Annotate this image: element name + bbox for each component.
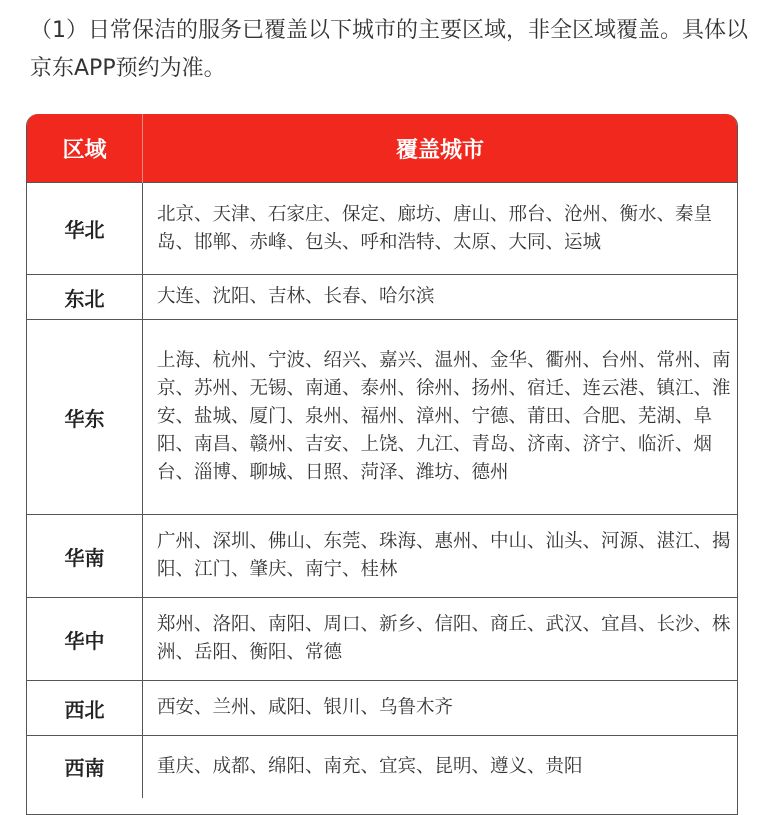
coverage-table: [26, 114, 738, 815]
region-cell: 华北: [27, 183, 143, 275]
table-row: [27, 275, 737, 320]
table-row: [27, 736, 737, 798]
intro-text: （1）日常保洁的服务已覆盖以下城市的主要区域，非全区域覆盖。具体以京东APP预约为准。: [30, 18, 748, 81]
region-cell: 西南: [27, 736, 143, 798]
region-cell: 华南: [27, 515, 143, 598]
header-region: 区域: [27, 114, 143, 183]
table-row: [27, 320, 737, 515]
cities-cell: 广州、深圳、佛山、东莞、珠海、惠州、中山、汕头、河源、湛江、揭阳、江门、肇庆、南宁、桂林: [143, 515, 738, 598]
cities-cell: 重庆、成都、绵阳、南充、宜宾、昆明、遵义、贵阳: [143, 736, 738, 798]
region-cell: 西北: [27, 681, 143, 736]
region-cell: 华东: [27, 320, 143, 515]
table-row: [27, 183, 737, 275]
table-row: [27, 598, 737, 681]
header-cities: 覆盖城市: [143, 114, 738, 183]
cities-cell: 郑州、洛阳、南阳、周口、新乡、信阳、商丘、武汉、宜昌、长沙、株洲、岳阳、衡阳、常德: [143, 598, 738, 681]
region-cell: 东北: [27, 275, 143, 320]
table-row: [27, 681, 737, 736]
cities-cell: 上海、杭州、宁波、绍兴、嘉兴、温州、金华、衢州、台州、常州、南京、苏州、无锡、南通、泰州、徐州、扬州、宿迁、连云港、镇江、淮安、盐城、厦门、泉州、福州、漳州、宁德、莆田、合肥、芜湖、阜阳、南昌、赣州、吉安、上饶、九江、青岛、济南、济宁、临沂、烟台、淄博、聊城、日照、菏泽、潍坊、德州: [143, 320, 738, 515]
table-row: [27, 515, 737, 598]
region-cell: 华中: [27, 598, 143, 681]
cities-cell: 西安、兰州、咸阳、银川、乌鲁木齐: [143, 681, 738, 736]
cities-cell: 大连、沈阳、吉林、长春、哈尔滨: [143, 275, 738, 320]
cities-cell: 北京、天津、石家庄、保定、廊坊、唐山、邢台、沧州、衡水、秦皇岛、邯郸、赤峰、包头、呼和浩特、太原、大同、运城: [143, 183, 738, 275]
table-header-row: [27, 114, 737, 183]
